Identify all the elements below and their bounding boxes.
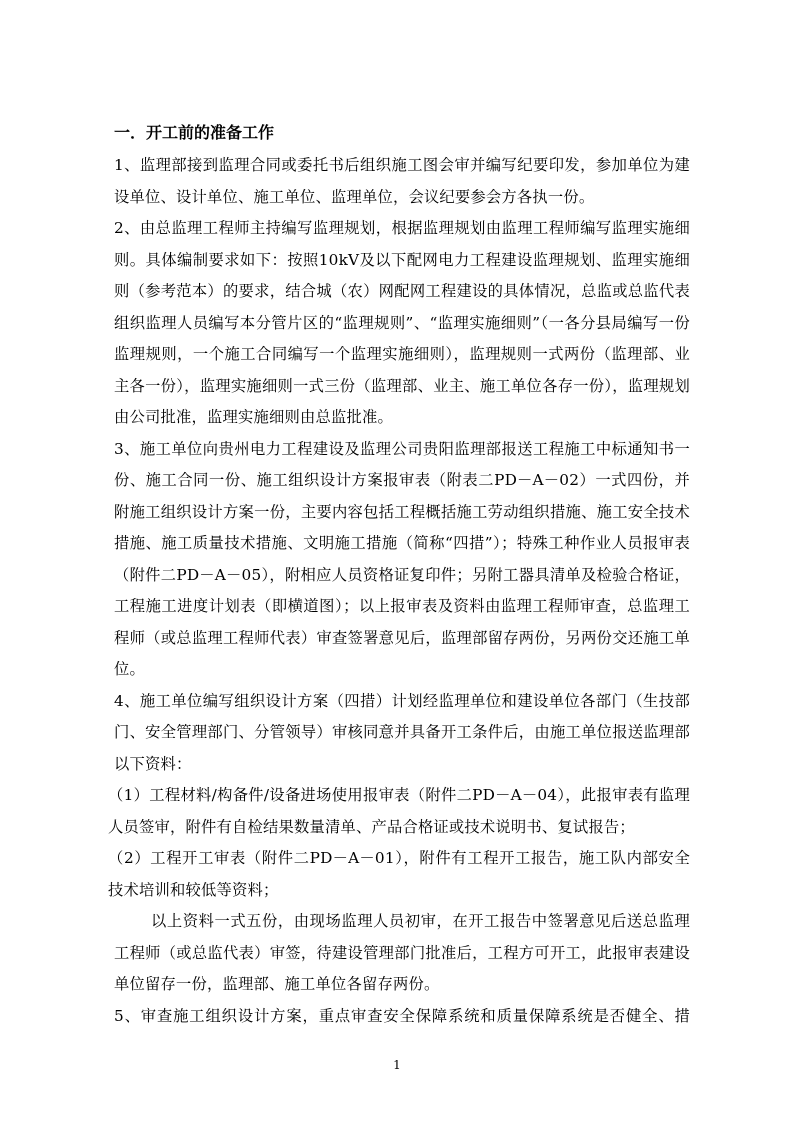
paragraph-2: 2、由总监理工程师主持编写监理规划，根据监理规划由监理工程师编写监理实施细则。具体编制要求如下：按照10kV及以下配网电力工程建设监理规划、监理实施细则（参考范本）的要求，结合城（农）网配网工程建设的具体情况，总监或总监代表组织监理人员编写本分管片区的“监理规则”、“监理实施细则”（一各分县局编写一份监理规则，一个施工合同编写一个监理实施细则），监理规则一式两份（监理部、业主各一份），监理实施细则一式三份（监理部、业主、施工单位各存一份），监理规划由公司批准，监理实施细则由总监批准。 bbox=[114, 219, 690, 426]
indented-paragraph: 以上资料一式五份，由现场监理人员初审，在开工报告中签署意见后送总监理工程师（或总监代表）审签，待建设管理部门批准后，工程方可开工，此报审表建设单位留存一份，监理部、施工单位各留存两份。 bbox=[114, 912, 690, 993]
paragraph-4: 4、施工单位编写组织设计方案（四措）计划经监理单位和建设单位各部门（生技部门、安全管理部门、分管领导）审核同意并具备开工条件后，由施工单位报送监理部以下资料： bbox=[114, 691, 690, 773]
paragraph-1: 1、监理部接到监理合同或委托书后组织施工图会审并编写纪要印发，参加单位为建设单位、设计单位、施工单位、监理单位，会议纪要参会方各执一份。 bbox=[114, 156, 690, 206]
paragraph-5: 5、审查施工组织设计方案，重点审查安全保障系统和质量保障系统是否健全、措 bbox=[114, 1006, 690, 1025]
sub-item-1: （1）工程材料/构备件/设备进场使用报审表（附件二PD－A－04），此报审表有监理人员签审，附件有自检结果数量清单、产品合格证或技术说明书、复试报告； bbox=[108, 786, 690, 836]
page-number: 1 bbox=[393, 1058, 401, 1072]
sub-item-2: （2）工程开工审表（附件二PD－A－01），附件有工程开工报告，施工队内部安全技术培训和较低等资料； bbox=[108, 849, 690, 899]
document-body bbox=[108, 118, 690, 1032]
paragraph-3: 3、施工单位向贵州电力工程建设及监理公司贵阳监理部报送工程施工中标通知书一份、施工合同一份、施工组织设计方案报审表（附表二PD－A－02）一式四份，并附施工组织设计方案一份，主要内容包括工程概括施工劳动组织措施、施工安全技术措施、施工质量技术措施、文明施工措施（简称“四措”）；特殊工种作业人员报审表（附件二PD－A－05），附相应人员资格证复印件；另附工器具清单及检验合格证，工程施工进度计划表（即横道图）；以上报审表及资料由监理工程师审查，总监理工程师（或总监理工程师代表）审查签署意见后，监理部留存两份，另两份交还施工单位。 bbox=[114, 439, 690, 678]
section-heading: 一．开工前的准备工作 bbox=[114, 123, 275, 142]
